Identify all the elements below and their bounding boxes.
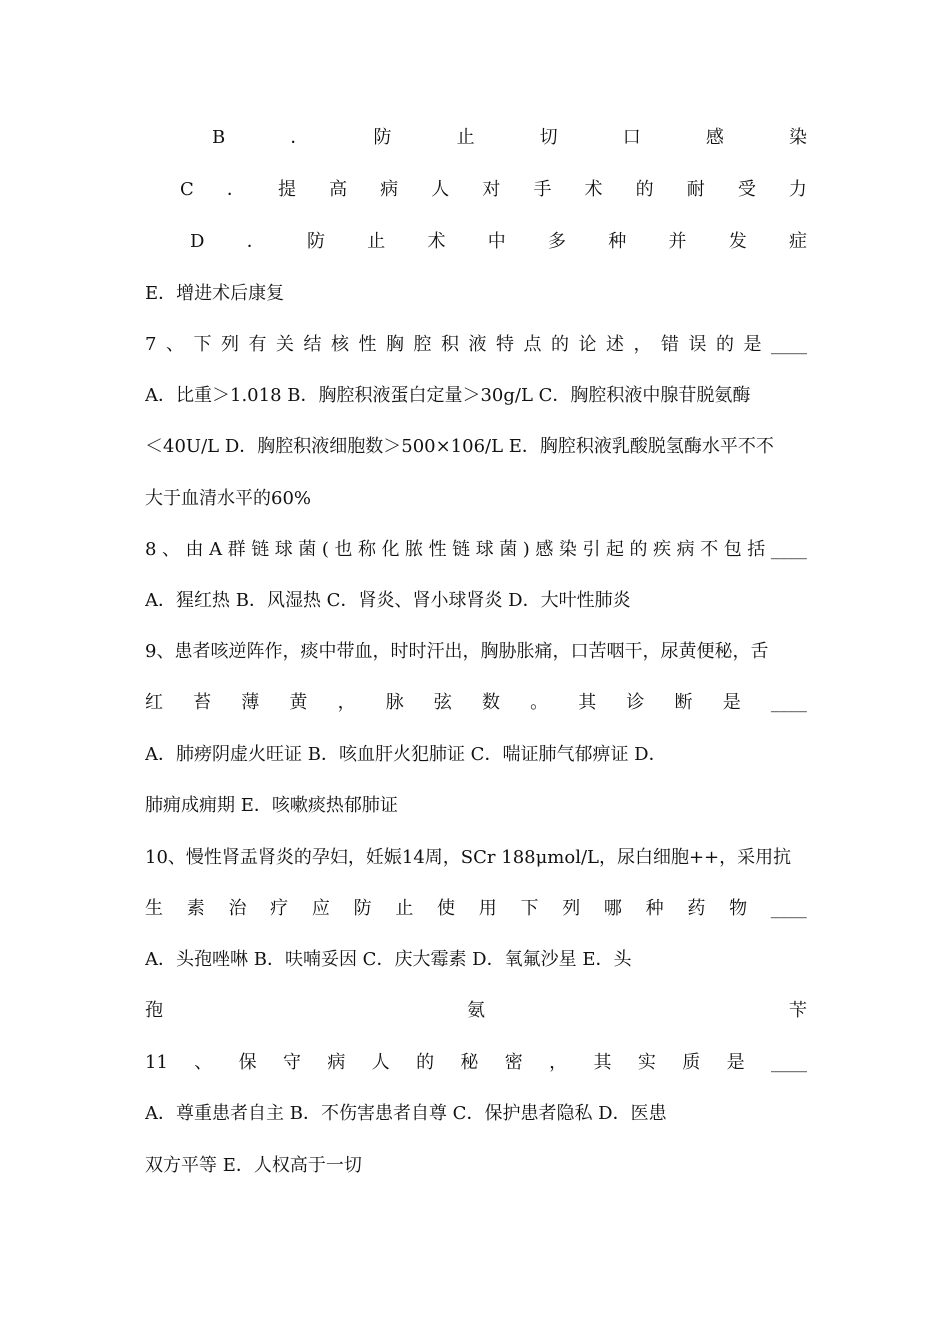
glyph: 的 xyxy=(635,179,654,200)
glyph: 下 xyxy=(520,898,539,919)
glyph: 8 xyxy=(145,539,157,560)
glyph: 秘 xyxy=(460,1052,479,1073)
glyph: 关 xyxy=(275,334,294,355)
option-6d xyxy=(190,227,807,257)
glyph: 实 xyxy=(637,1052,656,1073)
glyph: 胸 xyxy=(385,334,404,355)
glyph: 称 xyxy=(357,539,376,560)
option-6d-text xyxy=(190,227,807,257)
question-11-text xyxy=(145,1048,807,1078)
glyph: 发 xyxy=(728,231,747,252)
glyph: 是 xyxy=(722,692,741,713)
option-6e-text: E．增进术后康复 xyxy=(145,283,285,304)
option-6e xyxy=(145,279,807,309)
question-9-options-1 xyxy=(145,740,807,770)
question-7-options-3-text: 大于血清水平的60% xyxy=(145,488,312,509)
glyph: 列 xyxy=(220,334,239,355)
glyph: B xyxy=(212,127,226,148)
glyph: 数 xyxy=(481,692,500,713)
glyph: 脓 xyxy=(405,539,424,560)
glyph: 素 xyxy=(186,898,205,919)
glyph: 链 xyxy=(452,539,471,560)
glyph: 耐 xyxy=(686,179,705,200)
glyph: 有 xyxy=(248,334,267,355)
question-7 xyxy=(145,330,807,360)
glyph: 高 xyxy=(329,179,348,200)
glyph: 由 xyxy=(185,539,204,560)
question-10-text: 10、慢性肾盂肾炎的孕妇，妊娠14周，SCr 188μmol/L，尿白细胞++，采用抗 xyxy=(145,847,792,868)
glyph: A xyxy=(209,539,223,560)
question-8-options-text: A．猩红热 B．风湿热 C．肾炎、肾小球肾炎 D．大叶性肺炎 xyxy=(145,590,631,611)
glyph: 多 xyxy=(547,231,566,252)
question-11-options-2 xyxy=(145,1151,807,1181)
glyph: 论 xyxy=(578,334,597,355)
glyph: 用 xyxy=(478,898,497,919)
glyph: 诊 xyxy=(626,692,645,713)
glyph: 链 xyxy=(251,539,270,560)
question-8 xyxy=(145,535,807,565)
glyph: 术 xyxy=(584,179,603,200)
option-6c xyxy=(180,175,807,205)
glyph: 7 xyxy=(145,334,157,355)
glyph: 弦 xyxy=(433,692,452,713)
glyph: 感 xyxy=(535,539,554,560)
question-10-options-1 xyxy=(145,945,807,975)
glyph: 病 xyxy=(380,179,399,200)
question-10-options-1-text: A．头孢唑啉 B．呋喃妥因 C．庆大霉素 D．氧氟沙星 E．头 xyxy=(145,949,632,970)
glyph: 人 xyxy=(371,1052,390,1073)
glyph: 括 xyxy=(747,539,766,560)
glyph: 染 xyxy=(558,539,577,560)
glyph: D xyxy=(190,231,205,252)
glyph: 生 xyxy=(145,898,163,919)
question-7-options-3 xyxy=(145,484,807,514)
glyph: 11 xyxy=(145,1052,168,1073)
glyph: 密 xyxy=(504,1052,523,1073)
question-11-options-1 xyxy=(145,1099,807,1129)
glyph: 化 xyxy=(381,539,400,560)
glyph: 守 xyxy=(282,1052,301,1073)
question-10 xyxy=(145,843,807,873)
question-8-options xyxy=(145,586,807,616)
glyph: 、 xyxy=(162,539,180,560)
glyph: 力 xyxy=(788,179,807,200)
glyph: 结 xyxy=(303,334,322,355)
question-10-options-2 xyxy=(145,996,807,1026)
glyph: 误 xyxy=(688,334,707,355)
glyph: 点 xyxy=(523,334,542,355)
glyph: 不 xyxy=(700,539,719,560)
glyph: 苔 xyxy=(193,692,212,713)
glyph: 下 xyxy=(193,334,212,355)
glyph: ( xyxy=(321,539,329,560)
glyph: 质 xyxy=(682,1052,701,1073)
question-11 xyxy=(145,1048,807,1078)
glyph: 苄 xyxy=(789,1000,807,1021)
glyph: 积 xyxy=(440,334,459,355)
glyph: 球 xyxy=(274,539,293,560)
glyph: 、 xyxy=(194,1052,213,1073)
glyph: 群 xyxy=(227,539,246,560)
glyph: 治 xyxy=(228,898,247,919)
glyph: ． xyxy=(226,179,245,200)
glyph: ． xyxy=(290,127,309,148)
question-9-options-2-text: 肺痈成痈期 E．咳嗽痰热郁肺证 xyxy=(145,795,398,816)
question-9-options-1-text: A．肺痨阴虚火旺证 B．咳血肝火犯肺证 C．喘证肺气郁痹证 D． xyxy=(145,744,667,765)
option-6b-text xyxy=(212,123,807,153)
glyph: 切 xyxy=(539,127,558,148)
glyph: 药 xyxy=(687,898,706,919)
question-10-cont-text xyxy=(145,894,807,924)
glyph: ， xyxy=(549,1052,568,1073)
glyph: 止 xyxy=(456,127,475,148)
glyph: 氨 xyxy=(467,1000,485,1021)
glyph: 保 xyxy=(238,1052,257,1073)
glyph: 脉 xyxy=(385,692,404,713)
glyph: 腔 xyxy=(413,334,432,355)
glyph: 性 xyxy=(428,539,447,560)
glyph: ____ xyxy=(770,898,807,919)
glyph: 应 xyxy=(311,898,330,919)
glyph: 物 xyxy=(729,898,748,919)
glyph: 其 xyxy=(593,1052,612,1073)
question-7-text xyxy=(145,330,807,360)
glyph: 感 xyxy=(705,127,724,148)
question-9-options-2 xyxy=(145,791,807,821)
glyph: ____ xyxy=(770,692,807,713)
glyph: 哪 xyxy=(603,898,622,919)
glyph: 种 xyxy=(645,898,664,919)
glyph: 疗 xyxy=(270,898,289,919)
glyph: 病 xyxy=(327,1052,346,1073)
glyph: 孢 xyxy=(145,1000,163,1021)
glyph: 也 xyxy=(334,539,353,560)
glyph: 止 xyxy=(367,231,386,252)
question-11-options-2-text: 双方平等 E．人权高于一切 xyxy=(145,1155,362,1176)
glyph: 其 xyxy=(578,692,597,713)
question-9-text: 9、患者咳逆阵作，痰中带血，时时汗出，胸胁胀痛，口苦咽干，尿黄便秘，舌 xyxy=(145,641,769,662)
glyph: 球 xyxy=(475,539,494,560)
option-6b xyxy=(212,123,807,153)
glyph: 断 xyxy=(674,692,693,713)
glyph: 防 xyxy=(306,231,325,252)
glyph: 的 xyxy=(629,539,648,560)
glyph: 种 xyxy=(608,231,627,252)
glyph: 防 xyxy=(373,127,392,148)
glyph: ， xyxy=(337,692,356,713)
glyph: 病 xyxy=(676,539,695,560)
glyph: C xyxy=(180,179,194,200)
glyph: 中 xyxy=(487,231,506,252)
glyph: 是 xyxy=(743,334,762,355)
glyph: 的 xyxy=(715,334,734,355)
glyph: ) xyxy=(522,539,530,560)
glyph: 的 xyxy=(416,1052,435,1073)
glyph: 特 xyxy=(495,334,514,355)
question-8-text xyxy=(145,535,807,565)
glyph: 核 xyxy=(330,334,349,355)
glyph: 的 xyxy=(550,334,569,355)
glyph: 症 xyxy=(788,231,807,252)
glyph: 述 xyxy=(605,334,624,355)
glyph: 止 xyxy=(395,898,414,919)
glyph: ____ xyxy=(770,334,807,355)
glyph: 黄 xyxy=(289,692,308,713)
glyph: 是 xyxy=(726,1052,745,1073)
glyph: 引 xyxy=(582,539,601,560)
glyph: ． xyxy=(246,231,265,252)
glyph: 红 xyxy=(145,692,163,713)
glyph: 使 xyxy=(437,898,456,919)
glyph: 起 xyxy=(606,539,624,560)
question-9-cont xyxy=(145,688,807,718)
option-6c-text xyxy=(180,175,807,205)
question-7-options-2 xyxy=(145,432,807,462)
glyph: 薄 xyxy=(241,692,260,713)
glyph: 错 xyxy=(660,334,679,355)
glyph: 手 xyxy=(533,179,552,200)
glyph: 提 xyxy=(277,179,296,200)
glyph: 防 xyxy=(353,898,372,919)
glyph: ____ xyxy=(770,1052,807,1073)
question-7-options-1 xyxy=(145,381,807,411)
glyph: 人 xyxy=(431,179,450,200)
glyph: 对 xyxy=(482,179,501,200)
glyph: 液 xyxy=(468,334,487,355)
glyph: 、 xyxy=(165,334,184,355)
glyph: 列 xyxy=(562,898,581,919)
glyph: 并 xyxy=(668,231,687,252)
glyph: ____ xyxy=(770,539,807,560)
glyph: 菌 xyxy=(499,539,518,560)
glyph: 疾 xyxy=(653,539,672,560)
question-7-options-1-text: A．比重＞1.018 B．胸腔积液蛋白定量＞30g/L C．胸腔积液中腺苷脱氨酶 xyxy=(145,385,751,406)
glyph: 术 xyxy=(427,231,446,252)
question-9 xyxy=(145,637,807,667)
question-10-options-2-text xyxy=(145,996,807,1026)
glyph: 菌 xyxy=(298,539,317,560)
glyph: 。 xyxy=(530,692,549,713)
glyph: ， xyxy=(633,334,652,355)
question-10-cont xyxy=(145,894,807,924)
glyph: 口 xyxy=(622,127,641,148)
glyph: 染 xyxy=(789,127,807,148)
question-7-options-2-text: ＜40U/L D．胸腔积液细胞数＞500×106/L E．胸腔积液乳酸脱氢酶水平不不 xyxy=(145,436,774,457)
question-11-options-1-text: A．尊重患者自主 B．不伤害患者自尊 C．保护患者隐私 D．医患 xyxy=(145,1103,667,1124)
glyph: 受 xyxy=(737,179,756,200)
question-9-cont-text xyxy=(145,688,807,718)
glyph: 性 xyxy=(358,334,377,355)
glyph: 包 xyxy=(723,539,742,560)
